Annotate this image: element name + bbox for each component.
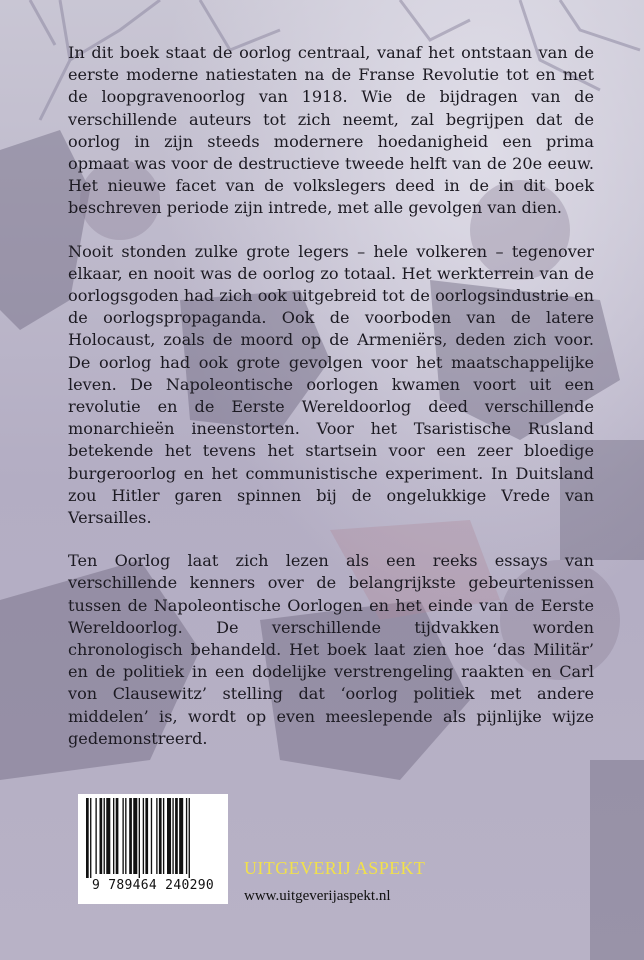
barcode-bar [189,798,190,878]
publisher-website: www.uitgeverijaspekt.nl [244,888,391,904]
barcode-bar [95,798,96,874]
barcode-bar [179,798,183,874]
isbn-number: 9 789464 240290 [92,878,214,893]
barcode-bar [151,798,152,874]
barcode-bar [129,798,132,874]
barcode-bar [159,798,162,874]
barcode-bar [145,798,148,874]
publisher-name: UITGEVERIJ ASPEKT [244,858,426,878]
barcode-bar [86,798,89,878]
barcode-bar [167,798,171,874]
barcode-bars [84,798,222,878]
barcode-bar [104,798,105,874]
blurb-paragraph-2: Nooit stonden zulke grote legers – hele volkeren – tegenover elkaar, en nooit was de oorlog zo totaal. Het werkterrein van de oorlogsgoden had zich ook uitgebreid tot de oorlogsindustrie en de oorlogspropaganda. Ook de voorboden van de latere Holocaust, zoals de moord op de Armeniërs, deden zich voor. De oorlog had ook grote gevolgen voor het maatschappelijke leven. De Napoleontische oorlogen kwamen voort uit een revolutie en de Eerste Wereldoorlog deed verschillende monarchieën ineenstorten. Voor het Tsaristische Rusland betekende het tevens het startsein voor een zeer bloedige burgeroorlog en het communistische experiment. In Duitsland zou Hitler garen spinnen bij de ongelukkige Vrede van Versailles. [68,241,594,528]
barcode-bar [90,798,91,878]
barcode-bar [143,798,144,874]
barcode-bar [133,798,137,874]
barcode-bar [172,798,173,874]
blurb-paragraph-1: In dit boek staat de oorlog centraal, vanaf het ontstaan van de eerste moderne natiestaten na de Franse Revolutie tot en met de loopgravenoorlog van 1918. Wie de bijdragen van de verschillende auteurs tot zich neemt, zal begrijpen dat de oorlog in zijn steeds modernere hoedanigheid een prima opmaat was voor de destructieve tweede helft van de 20e eeuw. Het nieuwe facet van de volkslegers deed in de in dit boek beschreven periode zijn intrede, met alle gevolgen van dien. [68,43,594,218]
barcode-bar [175,798,178,874]
barcode-bar [122,798,123,874]
barcode-bar [156,798,157,874]
barcode-bar [163,798,164,874]
barcode-bar [186,798,187,874]
barcode-bar [116,798,119,874]
blurb-paragraph-3: Ten Oorlog laat zich lezen als een reeks essays van verschillende kenners over de belangrijkste gebeurtenissen tussen de Napoleontische Oorlogen en het einde van de Eerste Wereldoorlog. De verschillende tijdvakken worden chronologisch behandeld. Het boek laat zien hoe ‘das Militär’ en de politiek in een dodelijke verstrengeling raakten en Carl von Clausewitz’ stelling dat ‘oorlog politiek met andere middelen’ is, wordt op even meeslepende als pijnlijke wijze gedemonstreerd. [68,551,594,748]
blurb-text [68,42,594,771]
barcode-bar [139,798,140,878]
barcode-bar [113,798,114,874]
barcode-bar [106,798,110,874]
isbn-barcode [78,794,228,904]
barcode-bar [100,798,103,874]
barcode-bar [125,798,126,874]
